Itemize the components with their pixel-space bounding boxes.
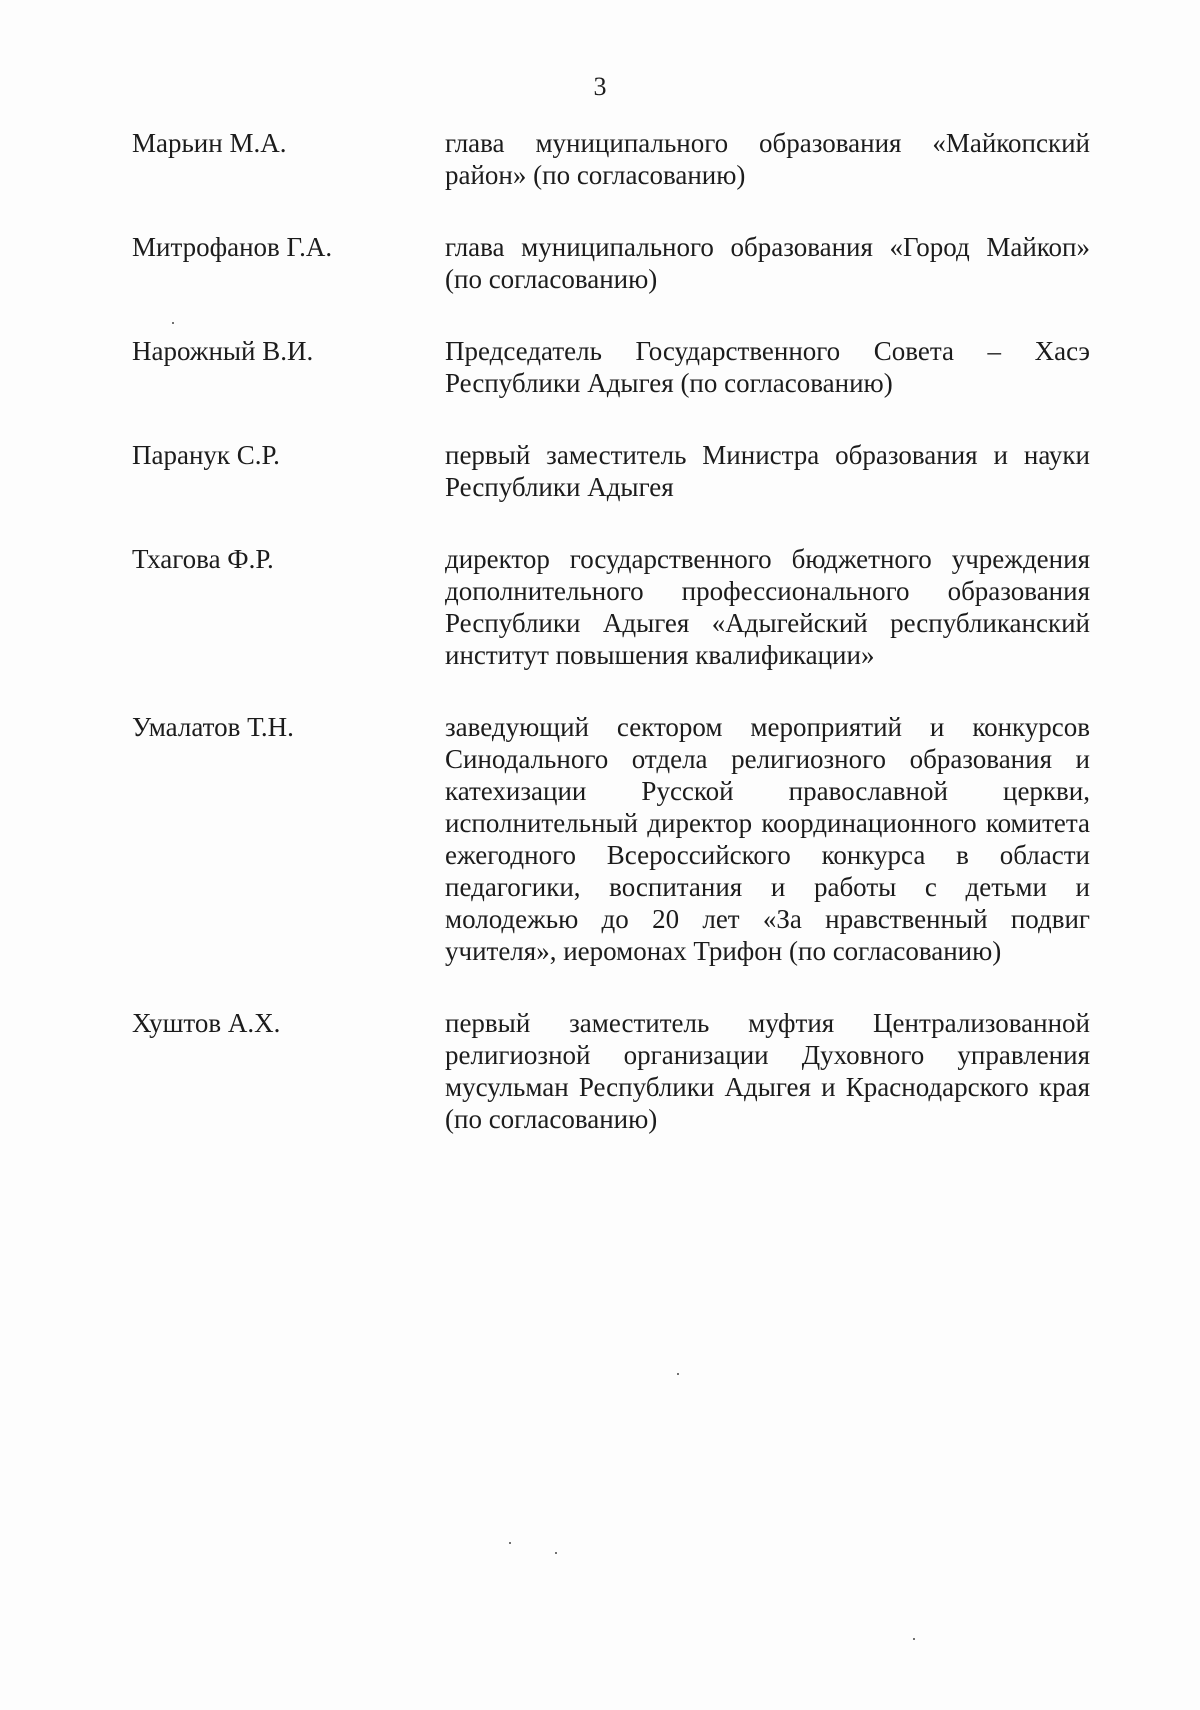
member-name: Умалатов Т.Н. [132, 712, 294, 742]
member-role: первый заместитель муфтия Централизованной религиозной организации Духовного управления мусульман Республики Адыгея и Краснодарского края (по согласованию) [445, 1008, 1090, 1134]
page-number: 3 [593, 72, 607, 101]
list-item [132, 439, 1090, 503]
list-item [132, 543, 1090, 671]
scan-speck [172, 322, 174, 324]
member-name: Митрофанов Г.А. [132, 232, 333, 262]
member-role: первый заместитель Министра образования и науки Республики Адыгея [445, 440, 1090, 502]
member-name: Паранук С.Р. [132, 440, 280, 470]
member-name: Тхагова Ф.Р. [132, 544, 274, 574]
scan-speck [913, 1638, 915, 1640]
list-item [132, 1007, 1090, 1135]
list-item [132, 231, 1090, 295]
member-name: Хуштов А.Х. [132, 1008, 281, 1038]
member-role: заведующий сектором мероприятий и конкурсов Синодального отдела религиозного образования и катехизации Русской православной церкви, исполнительный директор координационного комитета ежегодного Всероссийского конкурса в области педагогики, воспитания и работы с детьми и молодежью до 20 лет «За нравственный подвиг учителя», иеромонах Трифон (по согласованию) [445, 712, 1090, 966]
member-name: Марьин М.А. [132, 128, 287, 158]
member-list [132, 127, 1090, 1175]
member-role: Председатель Государственного Совета – Хасэ Республики Адыгея (по согласованию) [445, 336, 1090, 398]
list-item [132, 335, 1090, 399]
member-role: директор государственного бюджетного учреждения дополнительного профессионального образования Республики Адыгея «Адыгейский республиканский институт повышения квалификации» [445, 544, 1090, 670]
list-item [132, 711, 1090, 967]
scan-speck [555, 1552, 557, 1554]
scan-speck [677, 1373, 679, 1375]
scan-speck [509, 1542, 511, 1544]
list-item [132, 127, 1090, 191]
member-role: глава муниципального образования «Майкопский район» (по согласованию) [445, 128, 1090, 190]
member-name: Нарожный В.И. [132, 336, 314, 366]
member-role: глава муниципального образования «Город Майкоп» (по согласованию) [445, 232, 1090, 294]
